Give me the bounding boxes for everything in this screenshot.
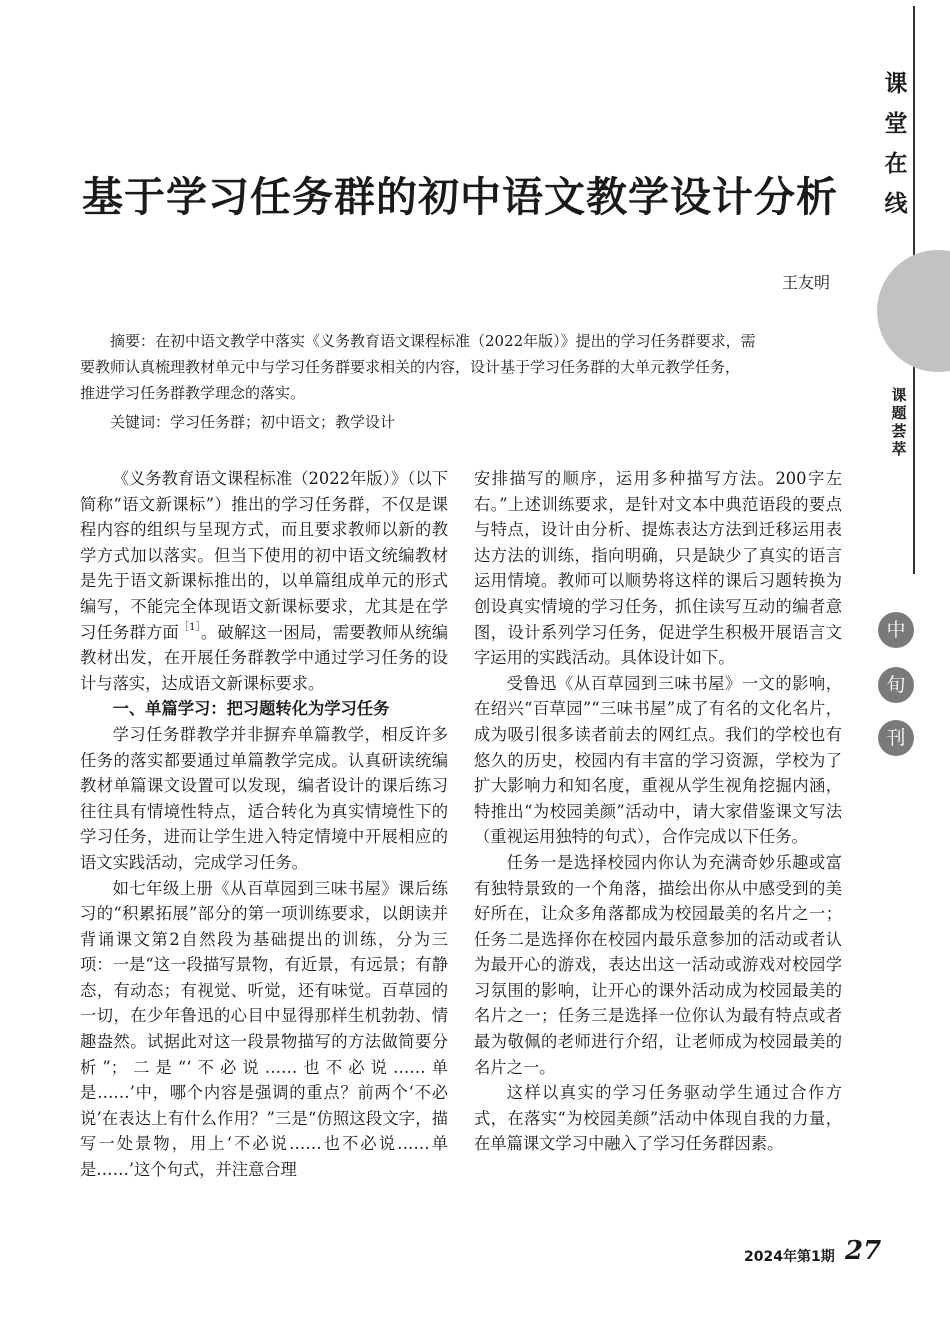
body-paragraph: 安排描写的顺序，运用多种描写方法。200字左右。”上述训练要求，是针对文本中典范语段的要点与特点，设计由分析、提炼表达方法到迁移运用表达方法的训练，指向明确，只是缺少了真实的语言运用情境。教师可以顺势将这样的课后习题转换为创设真实情境的学习任务，抓住读写互动的编者意图，设计系列学习任务，促进学生积极开展语言文字运用的实践活动。具体设计如下。 bbox=[474, 469, 842, 668]
section-label-char: 在 bbox=[884, 151, 908, 177]
abstract bbox=[80, 328, 842, 406]
section-label-char: 堂 bbox=[884, 111, 908, 137]
paragraph-text: 。破解这一困局，需要教师从统编教材出发，在开展任务群教学中通过学习任务的设计与落实，达成语文新课标要求。 bbox=[80, 622, 448, 693]
body-paragraph bbox=[80, 466, 448, 696]
journal-mark-kan: 刊 bbox=[878, 720, 914, 756]
body-paragraph: 如七年级上册《从百草园到三味书屋》课后练习的“积累拓展”部分的第一项训练要求，以朗读并背诵课文第2自然段为基础提出的训练，分为三项：一是“这一段描写景物，有近景，有远景；有静态，有动态；有视觉、听觉，还有味觉。百草园的一切，在少年鲁迅的心目中显得那样生机勃勃、情趣盎然。试据此对这一段景物描写的方法做简要分析”；二是“‘不必说……也不必说……单是……’中，哪个内容是强调的重点？前两个‘不必说’在表达上有什么作用？”三是“仿照这段文字，描写一处景物，用上‘不必说……也不必说……单是……’这个句式，并注意合理 bbox=[80, 878, 448, 1180]
column-label-char: 课 bbox=[891, 386, 907, 404]
section-heading: 一、单篇学习：把习题转化为学习任务 bbox=[112, 699, 390, 719]
abstract-line: 摘要：在初中语文教学中落实《义务教育语文课程标准（2022年版）》提出的学习任务群要求，需 bbox=[110, 332, 756, 350]
issue-label: 2024年第1期 bbox=[744, 1249, 835, 1265]
body-paragraph: 任务一是选择校园内你认为充满奇妙乐趣或富有独特景致的一个角落，描绘出你从中感受到的美好所在，让众多角落都成为校园最美的名片之一；任务二是选择你在校园内最乐意参加的活动或者认为最开心的游戏，表达出这一活动或游戏对校园学习氛围的影响，让开心的课外活动成为校园最美的名片之一；任务三是选择一位你认为最有特点或者最为敬佩的老师进行介绍，让老师成为校园最美的名片之一。 bbox=[474, 852, 842, 1077]
body-paragraph: 这样以真实的学习任务驱动学生通过合作方式，在落实“为校园美颜”活动中体现自我的力量，在单篇课文学习中融入了学习任务群因素。 bbox=[474, 1083, 842, 1154]
article-title: 基于学习任务群的初中语文教学设计分析 bbox=[82, 173, 838, 221]
journal-mark-zhong: 中 bbox=[878, 612, 914, 648]
column-label-char: 荟 bbox=[891, 422, 907, 440]
abstract-line: 要教师认真梳理教材单元中与学习任务群要求相关的内容，设计基于学习任务群的大单元教学任务， bbox=[80, 358, 741, 376]
abstract-line: 推进学习任务群教学理念的落实。 bbox=[80, 384, 306, 402]
column-label bbox=[886, 386, 912, 458]
body-paragraph: 受鲁迅《从百草园到三味书屋》一文的影响，在绍兴“百草园”“三味书屋”成了有名的文化名片，成为吸引很多读者前去的网红点。我们的学校也有悠久的历史，校园内有丰富的学习资源，学校为了扩大影响力和知名度，重视从学生视角挖掘内涵，特推出“为校园美颜”活动中，请大家借鉴课文写法（重视运用独特的句式），合作完成以下任务。 bbox=[474, 673, 842, 847]
keywords: 关键词：学习任务群；初中语文；教学设计 bbox=[110, 413, 396, 431]
section-label-char: 课 bbox=[884, 71, 908, 97]
article-author: 王友明 bbox=[781, 273, 830, 292]
section-label-char: 线 bbox=[884, 191, 908, 217]
column-label-char: 题 bbox=[891, 404, 907, 422]
column-label-char: 萃 bbox=[891, 440, 907, 458]
body-right-column bbox=[474, 466, 842, 1157]
decorative-half-circle bbox=[877, 250, 950, 372]
body-left-column bbox=[80, 466, 448, 1183]
journal-mark-xun: 旬 bbox=[878, 667, 914, 703]
citation-marker: ［1］ bbox=[178, 621, 201, 633]
body-paragraph: 学习任务群教学并非摒弃单篇教学，相反许多任务的落实都要通过单篇教学完成。认真研读统编教材单篇课文设置可以发现，编者设计的课后练习往往具有情境性特点，适合转化为真实情境性下的学习任务，进而让学生进入特定情境中开展相应的语文实践活动，完成学习任务。 bbox=[80, 724, 448, 872]
paragraph-text: 《义务教育语文课程标准（2022年版）》（以下简称“语文新课标”）推出的学习任务群，不仅是课程内容的组织与呈现方式，而且要求教师以新的教学方式加以落实。但当下使用的初中语文统编教材是先于语文新课标推出的，以单篇组成单元的形式编写，不能完全体现语文新课标要求，尤其是在学习任务群方面 bbox=[80, 469, 448, 642]
page-number: 27 bbox=[845, 1236, 882, 1266]
